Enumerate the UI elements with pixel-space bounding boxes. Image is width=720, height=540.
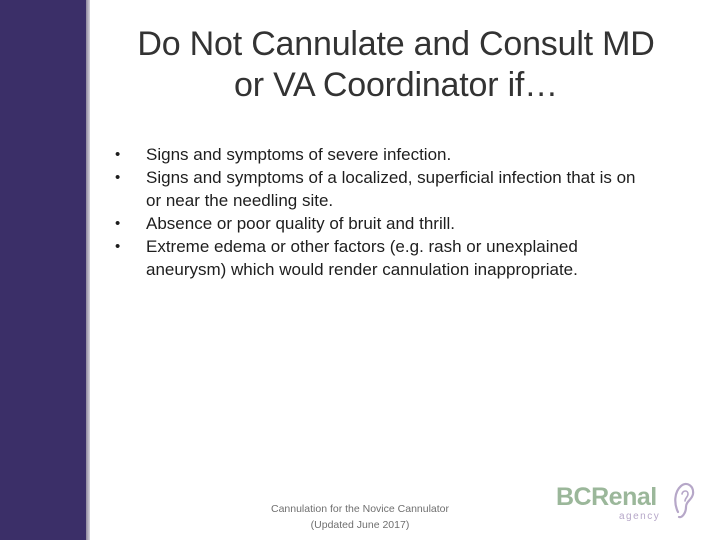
bullet-text-continued: aneurysm) which would render cannulation inappropriate. — [146, 260, 578, 279]
bullet-text: Signs and symptoms of a localized, superficial infection that is on — [146, 168, 636, 187]
bullet-marker: • — [115, 169, 121, 186]
bullet-item — [114, 166, 704, 212]
sidebar-band — [0, 0, 86, 540]
bullet-item — [114, 235, 704, 281]
bullet-text: Absence or poor quality of bruit and thrill. — [146, 214, 456, 233]
logo-agency-text: agency — [619, 511, 661, 522]
sidebar-edge — [86, 0, 90, 540]
slide-title — [96, 24, 696, 106]
bullet-text-continued: or near the needling site. — [146, 191, 334, 210]
logo-bc-text: BC — [556, 483, 592, 511]
slide-footer — [250, 501, 470, 533]
bullet-marker: • — [115, 238, 121, 255]
slide-title-line-2: or VA Coordinator if… — [234, 66, 558, 104]
bullet-text: Signs and symptoms of severe infection. — [146, 145, 452, 164]
footer-title: Cannulation for the Novice Cannulator — [270, 503, 450, 515]
bullet-item — [114, 212, 704, 235]
bc-renal-logo — [556, 480, 696, 530]
footer-date: (Updated June 2017) — [310, 519, 410, 531]
bullet-text: Extreme edema or other factors (e.g. rash or unexplained — [146, 237, 578, 256]
logo-wordmark — [556, 482, 657, 512]
ear-icon — [672, 480, 696, 524]
bullet-marker: • — [115, 215, 121, 232]
bullet-marker: • — [115, 146, 121, 163]
slide-title-line-1: Do Not Cannulate and Consult MD — [137, 25, 655, 63]
bullet-item — [114, 143, 704, 166]
bullet-list — [114, 143, 704, 281]
logo-renal-text: Renal — [591, 483, 657, 511]
